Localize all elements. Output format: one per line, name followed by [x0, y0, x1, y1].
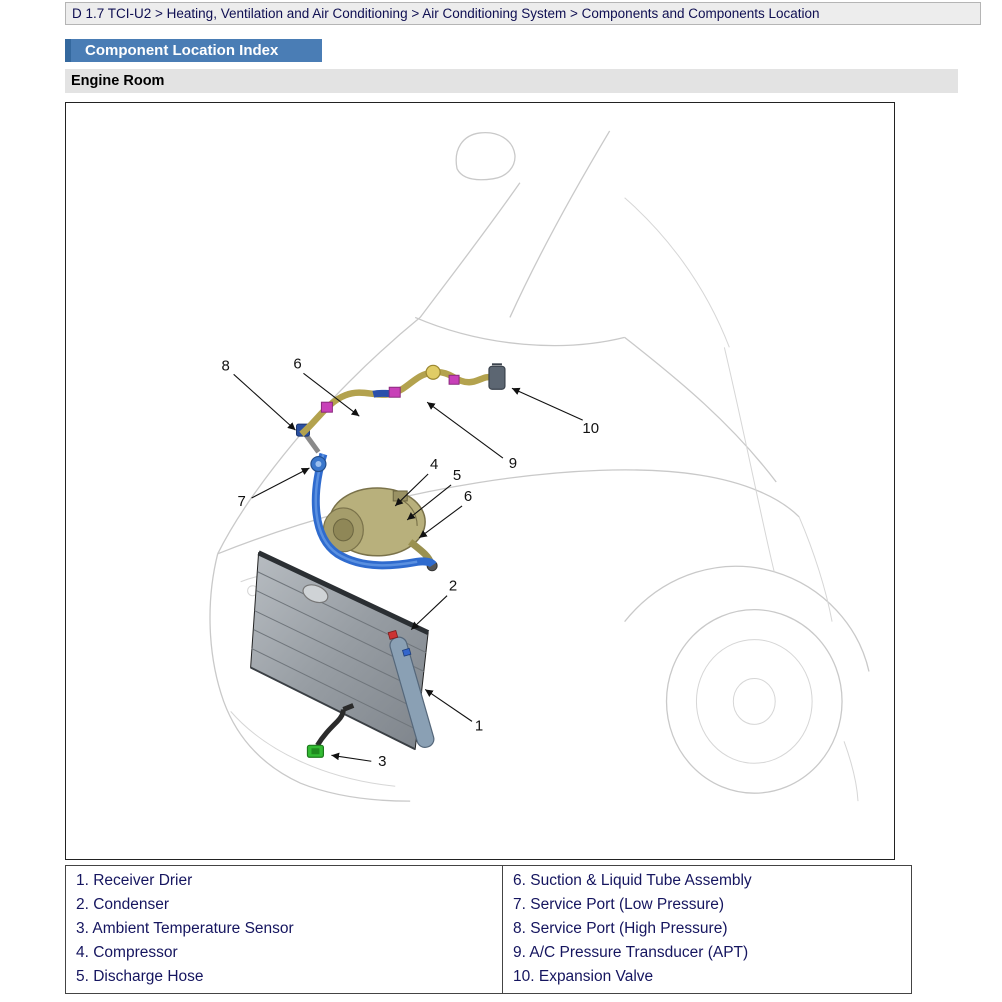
- callout-10: [512, 388, 599, 437]
- callout-6-low-label: 6: [463, 487, 473, 505]
- legend-item-9: 9. A/C Pressure Transducer (APT): [513, 944, 749, 961]
- callout-9: [427, 402, 517, 472]
- callout-9-label: 9: [508, 455, 518, 473]
- legend-item-8: 8. Service Port (High Pressure): [513, 920, 728, 937]
- car-outline-sketch: [210, 131, 869, 801]
- callout-8-label: 8: [221, 357, 230, 375]
- tube-fitting-magenta-1: [321, 402, 332, 412]
- apt-transducer: [426, 365, 440, 379]
- drier-fitting-blue: [403, 648, 411, 656]
- callout-2: [411, 578, 457, 630]
- callout-1: [425, 689, 483, 734]
- legend-item-4: 4. Compressor: [76, 944, 178, 961]
- legend-item-1: 1. Receiver Drier: [76, 872, 193, 889]
- legend-item-10: 10. Expansion Valve: [513, 968, 654, 985]
- legend-item-2: 2. Condenser: [76, 896, 170, 913]
- port-stem: [305, 434, 318, 452]
- expansion-valve: [489, 366, 505, 389]
- callout-3: [331, 753, 386, 770]
- callout-3-label: 3: [378, 753, 387, 771]
- suction-liquid-tube-assembly: [301, 364, 504, 434]
- tube-fitting-magenta-2: [389, 387, 400, 397]
- breadcrumb: D 1.7 TCI-U2 > Heating, Ventilation and Air Conditioning > Air Conditioning System > Components and Components Location: [65, 2, 981, 25]
- callout-10-label: 10: [582, 420, 600, 438]
- legend-item-7: 7. Service Port (Low Pressure): [513, 896, 725, 913]
- callout-8: [222, 357, 296, 430]
- tube-fitting-magenta-3: [449, 375, 459, 384]
- legend-item-6: 6. Suction & Liquid Tube Assembly: [513, 872, 752, 889]
- callout-1-label: 1: [474, 717, 484, 735]
- discharge-hose: [410, 542, 437, 571]
- callout-5-label: 5: [452, 467, 462, 485]
- legend-item-3: 3. Ambient Temperature Sensor: [76, 920, 294, 937]
- callout-6-low: [419, 488, 472, 538]
- subsection-title: Engine Room: [65, 69, 958, 93]
- callout-7-label: 7: [237, 492, 246, 510]
- legend-table: [65, 865, 912, 994]
- callout-4-label: 4: [429, 456, 439, 474]
- legend-item-5: 5. Discharge Hose: [76, 968, 204, 985]
- callout-2-label: 2: [448, 577, 458, 595]
- component-diagram: [65, 102, 895, 860]
- callout-7: [237, 468, 309, 510]
- callout-6-top-label: 6: [293, 355, 302, 373]
- engine-room-diagram-svg: [66, 103, 894, 859]
- section-header-bar: Component Location Index: [65, 39, 322, 62]
- legend-column-right: [502, 866, 911, 993]
- legend-column-left: [66, 866, 502, 993]
